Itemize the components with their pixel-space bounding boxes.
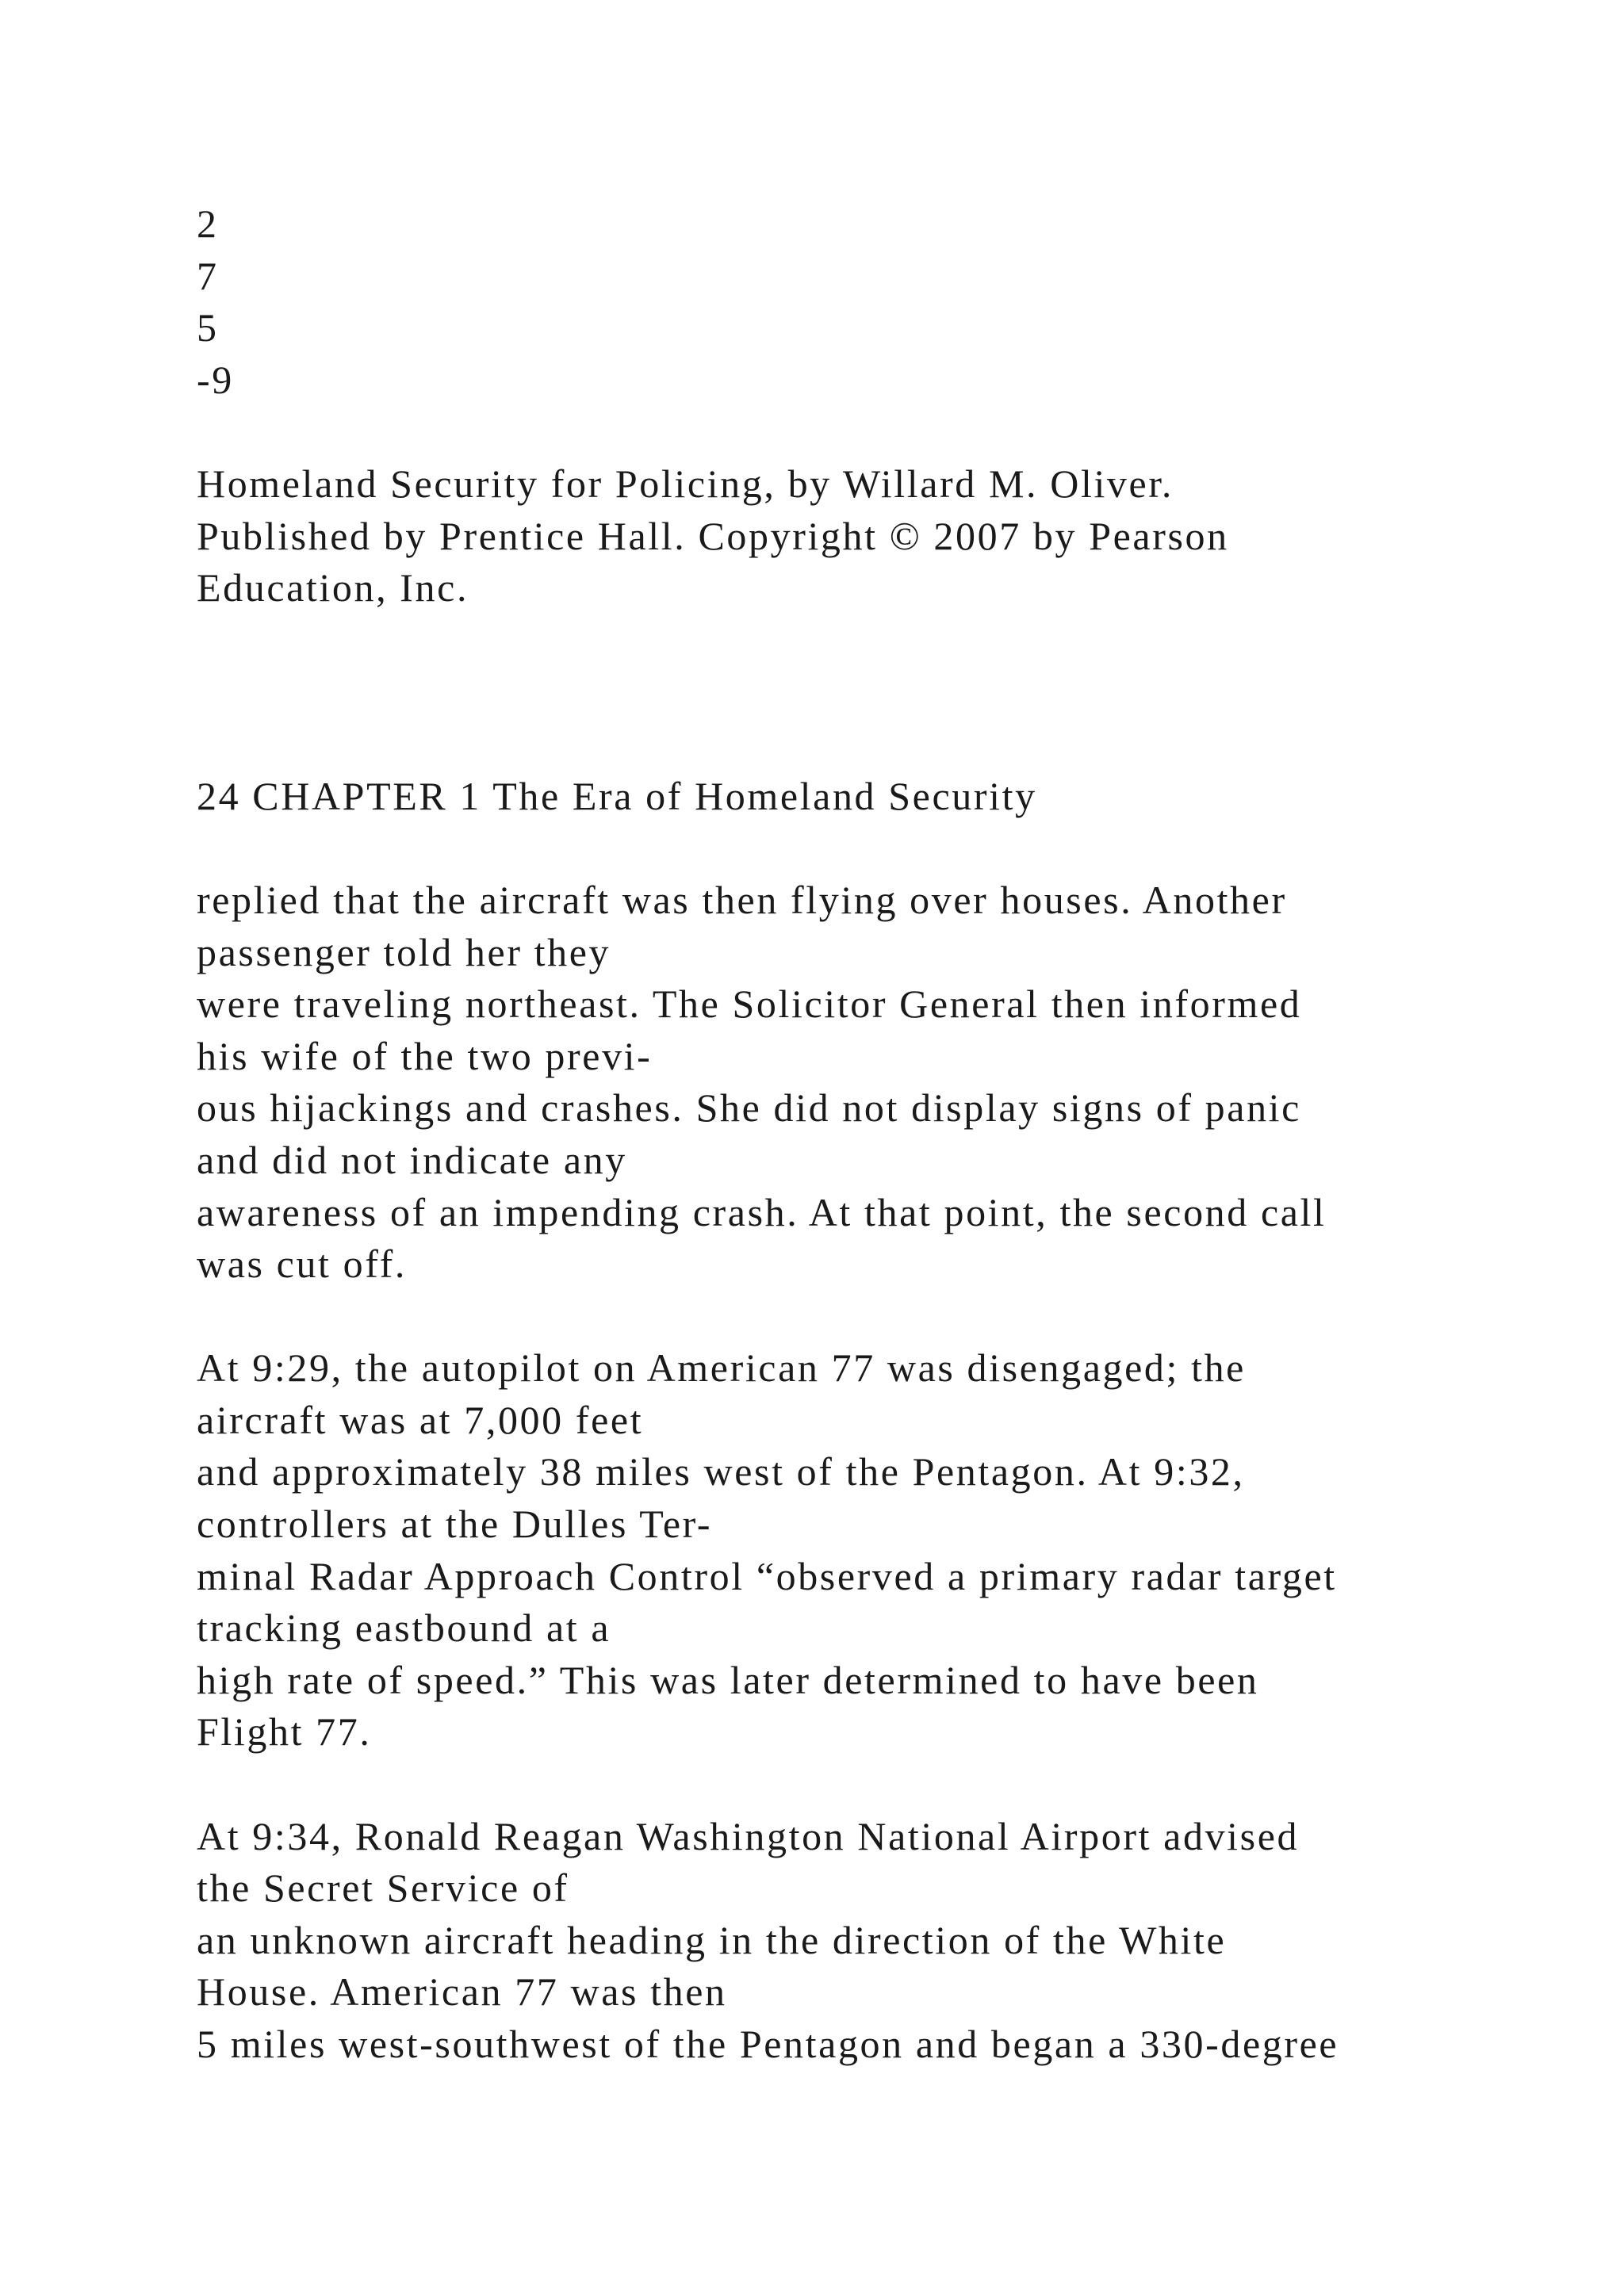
text-line: an unknown aircraft heading in the direction of the White xyxy=(197,1917,1227,1962)
spacer xyxy=(197,1291,1545,1343)
text-line: passenger told her they xyxy=(197,929,611,974)
text-line: At 9:29, the autopilot on American 77 was disengaged; the xyxy=(197,1345,1246,1391)
text-line: ous hijackings and crashes. She did not display signs of panic xyxy=(197,1085,1301,1131)
citation-line: Published by Prentice Hall. Copyright © 2007 by Pearson xyxy=(197,513,1229,558)
paragraph-2 xyxy=(197,1342,1545,1758)
citation xyxy=(197,458,1545,614)
text-line: House. American 77 was then xyxy=(197,1969,727,2015)
paragraph-1 xyxy=(197,874,1545,1291)
text-line: his wife of the two previ- xyxy=(197,1033,653,1078)
page-number-digit: -9 xyxy=(197,357,234,402)
text-line: the Secret Service of xyxy=(197,1866,569,1911)
text-line: minal Radar Approach Control “observed a primary radar target xyxy=(197,1553,1337,1598)
running-header: 24 CHAPTER 1 The Era of Homeland Security xyxy=(197,773,1037,818)
text-line: and did not indicate any xyxy=(197,1137,627,1182)
text-line: tracking eastbound at a xyxy=(197,1605,611,1651)
page-number-digit: 7 xyxy=(197,253,219,298)
text-line: At 9:34, Ronald Reagan Washington National Airport advised xyxy=(197,1813,1300,1858)
page-number-digit: 5 xyxy=(197,305,219,350)
text-line: awareness of an impending crash. At that point, the second call xyxy=(197,1189,1327,1234)
page-number-digit: 2 xyxy=(197,201,219,246)
text-line: was cut off. xyxy=(197,1242,407,1287)
paragraph-3 xyxy=(197,1811,1545,2071)
citation-line: Homeland Security for Policing, by Willard M. Oliver. xyxy=(197,461,1174,506)
text-line: replied that the aircraft was then flying over houses. Another xyxy=(197,877,1287,922)
text-line: were traveling northeast. The Solicitor General then informed xyxy=(197,982,1302,1027)
document-page xyxy=(197,198,1545,2071)
text-line: aircraft was at 7,000 feet xyxy=(197,1397,644,1442)
spacer xyxy=(197,1758,1545,1811)
text-line: and approximately 38 miles west of the Pentagon. At 9:32, xyxy=(197,1449,1245,1494)
text-line: controllers at the Dulles Ter- xyxy=(197,1502,713,1547)
citation-line: Education, Inc. xyxy=(197,565,469,610)
page-number-stack xyxy=(197,198,1545,406)
spacer xyxy=(197,614,1545,771)
spacer xyxy=(197,406,1545,458)
spacer xyxy=(197,822,1545,874)
text-line: 5 miles west-southwest of the Pentagon and began a 330-degree xyxy=(197,2022,1339,2066)
text-line: high rate of speed.” This was later determined to have been xyxy=(197,1657,1259,1702)
text-line: Flight 77. xyxy=(197,1709,372,1755)
